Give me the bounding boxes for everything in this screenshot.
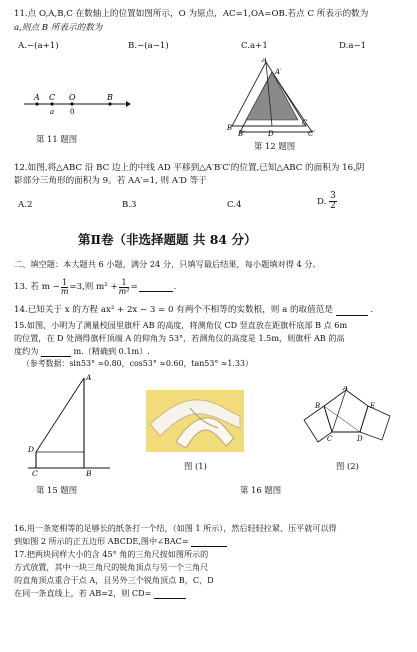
- q12-figure-caption: 第 12 题图: [254, 141, 296, 151]
- q15-reference-data: （参考数据：sin53° ≈0.80，cos53° ≈0.60，tan53° ≈1.33）: [22, 359, 253, 368]
- q13-end: .: [173, 282, 177, 292]
- q11-text-line1: 11.点 O,A,B,C 在数轴上的位置如图所示，O 为原点，AC=1,OA=OB.若点 C 所表示的数为: [14, 9, 369, 19]
- q16-line2-prefix: 到如图 2 所示的正五边形 ABCDE,图中∠BAC=: [14, 536, 189, 546]
- flagpole-figure: [14, 372, 118, 480]
- q12-d-denominator: 2: [330, 201, 336, 211]
- q12-option-a: A.2: [18, 200, 33, 210]
- q13-fraction-2: [119, 279, 130, 296]
- q16-answer-blank[interactable]: [191, 537, 227, 547]
- q14-answer-blank[interactable]: [336, 306, 368, 316]
- fig12-label-b-prime: B′: [238, 130, 245, 136]
- q16-fig1-caption: 图 (1): [184, 461, 207, 471]
- q11-option-a: A.−(a+1): [18, 41, 59, 51]
- q13-frac1-den: m: [60, 286, 69, 296]
- fig16-label-a: A: [343, 386, 349, 392]
- q12-text-line1: 12.如图,将△ABC 沿 BC 边上的中线 AD 平移到△A′B′C′的位置,已知△ABC 的面积为 16,阴: [14, 163, 365, 173]
- point-b: [108, 102, 111, 105]
- q13-frac2-den: m²: [118, 286, 130, 296]
- strip-right: [360, 406, 390, 440]
- q17-line3: 的直角顶点重合于点 A，且另外三个锐角顶点 B，C，D: [14, 575, 214, 585]
- q15-answer-blank[interactable]: [41, 347, 71, 357]
- q12-text-line2: 影部分三角形的面积为 9。若 AA′=1, 则 A′D 等于: [14, 176, 207, 186]
- q11-option-b: B.−(a−1): [128, 41, 169, 51]
- fig15-label-a: A: [86, 373, 92, 382]
- q13-fraction-1: [61, 279, 69, 296]
- fill-in-intro: 二、填空题：本大题共 6 小题，满分 24 分，只填写最后结果，每小题填对得 4 分。: [14, 259, 321, 269]
- q16-line1: 16.用一条宽相等的足够长的纸条打一个结，（如图 1 所示），然后轻轻拉紧、压平就可以得: [14, 523, 337, 533]
- q16-figure-caption: 第 16 题图: [240, 485, 282, 495]
- diagonal-ac: [332, 390, 346, 432]
- q12-option-d-fraction: [329, 192, 337, 211]
- fig16-label-d: D: [357, 435, 363, 443]
- section-title: 第Ⅱ卷（非选择题题 共 84 分）: [78, 232, 257, 247]
- fig12-label-b: B: [227, 124, 233, 132]
- q13-answer-blank[interactable]: [139, 282, 173, 292]
- pentagon-figure: [290, 386, 402, 460]
- fig12-label-a: A: [262, 58, 268, 64]
- q12-option-b: B.3: [122, 200, 137, 210]
- q16-line2: [14, 535, 227, 547]
- q17-line2: 方式放置，其中一块三角尺的锐角顶点与另一个三角尺: [14, 562, 209, 572]
- fig12-label-a-prime: A′: [275, 68, 282, 76]
- fig12-label-c-prime: C′: [308, 130, 315, 136]
- q15-line3: [14, 345, 150, 357]
- q11-text-line2: a,则点 B 所表示的数为: [14, 23, 103, 33]
- fig16-label-e: E: [370, 402, 376, 410]
- triangle-figure: [226, 58, 318, 136]
- q14: [14, 304, 373, 316]
- q12-option-c: C.4: [227, 200, 242, 210]
- q15-line3-prefix: 度约为: [14, 346, 39, 356]
- q13-mid: =3,则 m² +: [69, 282, 118, 292]
- fig16-label-b: B: [315, 402, 321, 410]
- fig15-label-c: C: [32, 469, 38, 478]
- arrow-head-icon: [126, 101, 131, 107]
- fig12-label-c: C: [302, 119, 308, 127]
- point-c: [50, 102, 53, 105]
- sight-line-da: [36, 378, 84, 452]
- q14-text: 14.已知关于 x 的方程 ax² + 2x − 3 = 0 有两个不相等的实数根，则 a 的取值范是: [14, 305, 333, 315]
- q15-line2: 的位置，在 D 处测得旗杆顶端 A 的仰角为 53°，若测角仪的高度是 1.5m，则旗杆 AB 的高: [14, 333, 345, 343]
- q17-line1: 17.把两块同样大小的含 45° 角的三角尺按如图所示的: [14, 549, 209, 559]
- q15-line3-suffix: m.（精确到 0.1m）.: [73, 346, 150, 356]
- fig15-label-d: D: [28, 445, 35, 454]
- q17-answer-blank[interactable]: [154, 589, 186, 599]
- q12-option-d-label: D.: [317, 197, 327, 207]
- q13-frac1-num: 1: [62, 277, 68, 287]
- point-o: [70, 102, 73, 105]
- q11-option-c: C.a+1: [241, 41, 268, 51]
- label-o: O: [69, 93, 76, 102]
- q11-figure-caption: 第 11 题图: [36, 134, 78, 144]
- q17-line4-prefix: 在同一条直线上，若 AB=2，则 CD=: [14, 588, 152, 598]
- q13-prefix: 13. 若 m −: [14, 282, 60, 292]
- q15-figure-caption: 第 15 题图: [36, 485, 78, 495]
- fig16-label-c: C: [327, 435, 333, 443]
- q14-end: .: [370, 305, 374, 315]
- q12-d-numerator: 3: [330, 191, 336, 201]
- paper-knot-photo: [146, 390, 244, 452]
- label-c: C: [49, 93, 56, 102]
- point-a: [35, 102, 38, 105]
- q15-line1: 15.如图，小明为了测量校园里旗杆 AB 的高度，将测角仪 CD 竖直放在距旗杆底部 B 点 6m: [14, 320, 348, 330]
- q13-suffix: =: [130, 282, 138, 292]
- tick-label-a: a: [50, 108, 55, 116]
- q11-option-d: D.a−1: [339, 41, 367, 51]
- fig15-label-b: B: [86, 469, 92, 478]
- q16-fig2-caption: 图 (2): [336, 461, 359, 471]
- q17-line4: [14, 587, 186, 599]
- tick-label-0: 0: [70, 108, 75, 116]
- q13: [14, 277, 176, 297]
- q12-option-d: [317, 192, 337, 211]
- label-a: A: [34, 93, 40, 102]
- fig12-label-d: D: [268, 130, 274, 136]
- shaded-triangle: [246, 72, 298, 120]
- diagonal-be: [324, 406, 360, 432]
- q13-frac2-num: 1: [119, 279, 130, 288]
- number-line-figure: [22, 90, 132, 124]
- label-b: B: [107, 93, 113, 102]
